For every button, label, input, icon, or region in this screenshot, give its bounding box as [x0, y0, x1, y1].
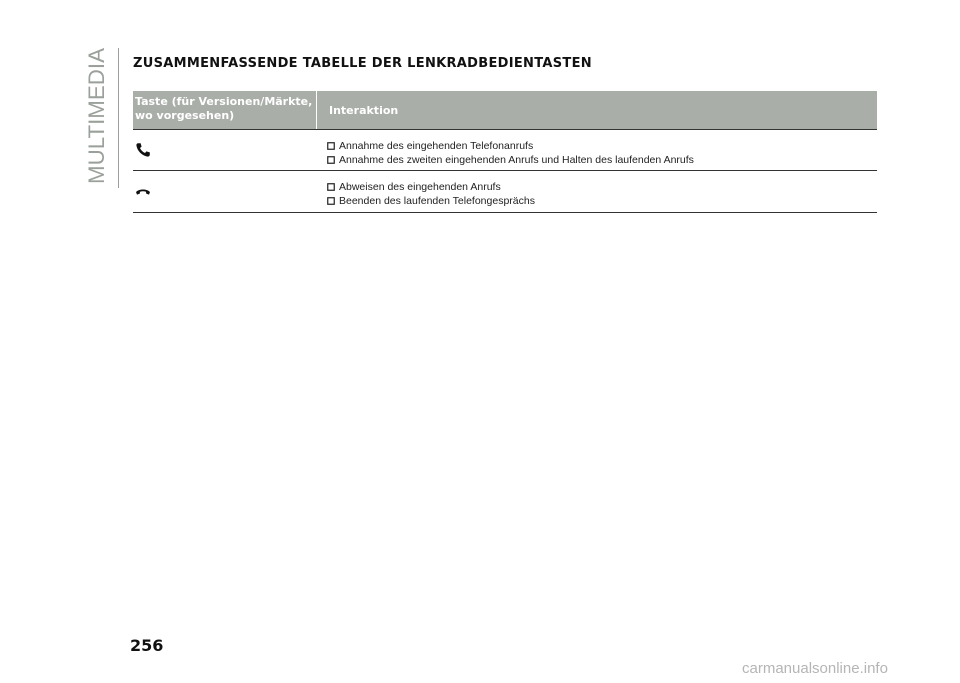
- header-key: [133, 91, 317, 129]
- page-number: 256: [130, 636, 164, 655]
- side-divider: [118, 48, 119, 188]
- checkbox-bullet-icon: [327, 197, 335, 205]
- page-title: ZUSAMMENFASSENDE TABELLE DER LENKRADBEDIENTASTEN: [133, 56, 592, 71]
- section-side-label: [80, 48, 110, 188]
- phone-accept-icon: [135, 142, 151, 158]
- list-item: [327, 153, 694, 167]
- interaction-text: Abweisen des eingehenden Anrufs: [339, 181, 501, 193]
- key-cell: [133, 130, 327, 170]
- section-side-label-text: MULTIMEDIA: [84, 49, 109, 184]
- interaction-text: Annahme des zweiten eingehenden Anrufs und Halten des laufenden Anrufs: [339, 154, 694, 166]
- header-key-line1: Taste (für Versionen/Märkte,: [135, 95, 313, 108]
- key-cell: [133, 171, 327, 212]
- list-item: [327, 194, 535, 208]
- list-item: [327, 180, 535, 194]
- interaction-cell: [327, 171, 535, 212]
- interaction-cell: [327, 130, 694, 170]
- steering-controls-table: [133, 91, 877, 213]
- list-item: [327, 139, 694, 153]
- table-header: [133, 91, 877, 129]
- checkbox-bullet-icon: [327, 156, 335, 164]
- interaction-text: Annahme des eingehenden Telefonanrufs: [339, 140, 534, 152]
- checkbox-bullet-icon: [327, 183, 335, 191]
- header-key-line2: wo vorgesehen): [135, 109, 235, 122]
- interaction-text: Beenden des laufenden Telefongesprächs: [339, 195, 535, 207]
- watermark: carmanualsonline.info: [742, 660, 888, 677]
- table-row: [133, 129, 877, 171]
- header-interaction: Interaktion: [329, 103, 399, 117]
- table-row: [133, 171, 877, 213]
- phone-hangup-icon: [135, 186, 151, 198]
- checkbox-bullet-icon: [327, 142, 335, 150]
